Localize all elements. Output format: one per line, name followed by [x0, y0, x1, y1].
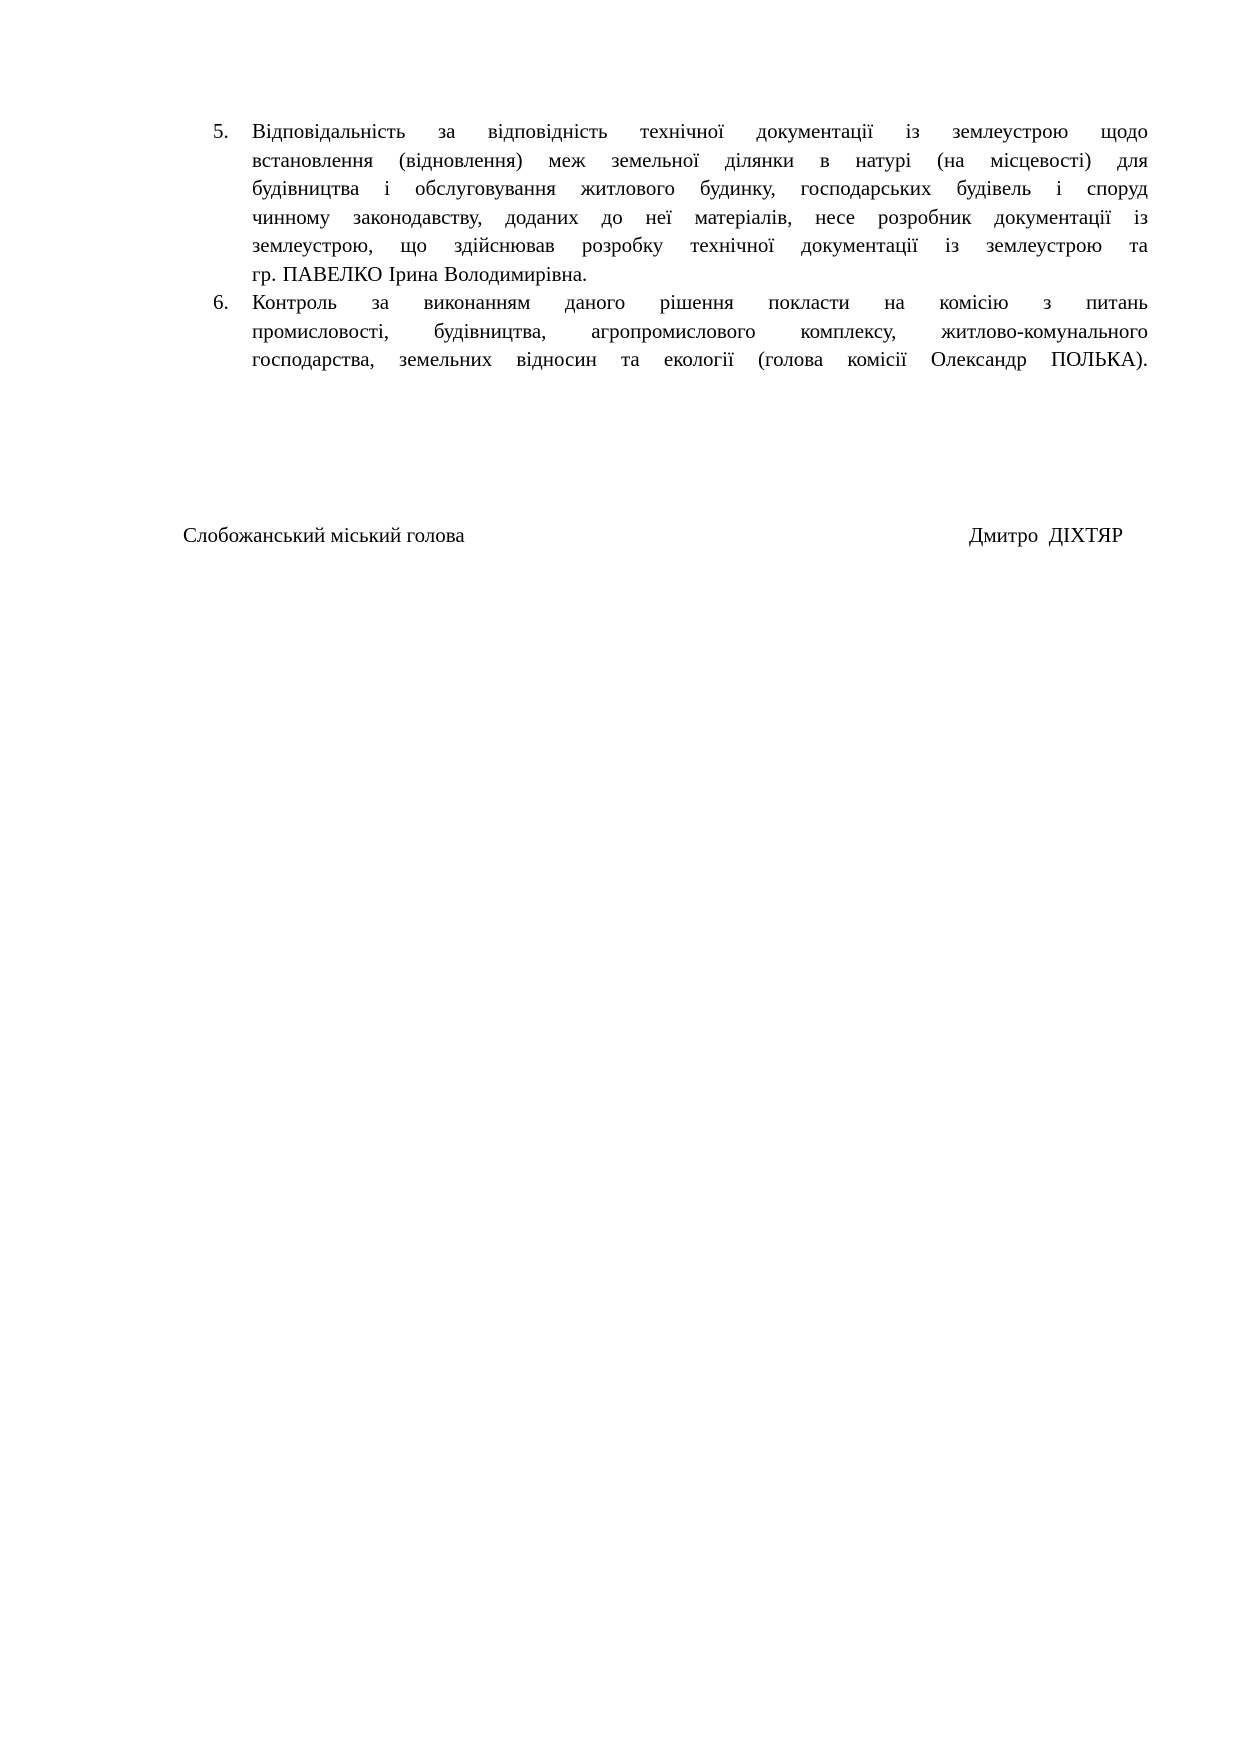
item-6-number: 6. — [213, 290, 229, 314]
list-item-6 — [213, 288, 1148, 374]
text-line: встановлення (відновлення) меж земельної ділянки в натурі (на місцевості) для — [252, 147, 1148, 172]
text-line: чинному законодавству, доданих до неї матеріалів, несе розробник документації із — [252, 204, 1148, 229]
text-line: Відповідальність за відповідність технічної документації із землеустрою щодо — [252, 119, 1148, 143]
text-line: будівництва і обслуговування житлового будинку, господарських будівель і споруд — [252, 176, 1148, 200]
list-item-5 — [213, 117, 1148, 288]
text-line: землеустрою, що здійснював розробку технічної документації із землеустрою та — [252, 233, 1148, 257]
signature-title: Слобожанський міський голова — [183, 523, 465, 547]
item-5-number: 5. — [213, 119, 229, 143]
text-line: гр. ПАВЕЛКО Ірина Володимирівна. — [252, 261, 588, 286]
numbered-list — [213, 117, 1148, 374]
text-line: господарства, земельних відносин та екології (голова комісії Олександр ПОЛЬКА). — [252, 347, 1148, 371]
text-line: промисловості, будівництва, агропромислового комплексу, житлово-комунального — [252, 318, 1148, 343]
signature-name: Дмитро ДІХТЯР — [969, 523, 1123, 547]
text-line: Контроль за виконанням даного рішення покласти на комісію з питань — [252, 290, 1148, 314]
item-5-text — [252, 117, 1148, 288]
signature-row — [183, 521, 1123, 550]
item-6-text — [252, 288, 1148, 374]
